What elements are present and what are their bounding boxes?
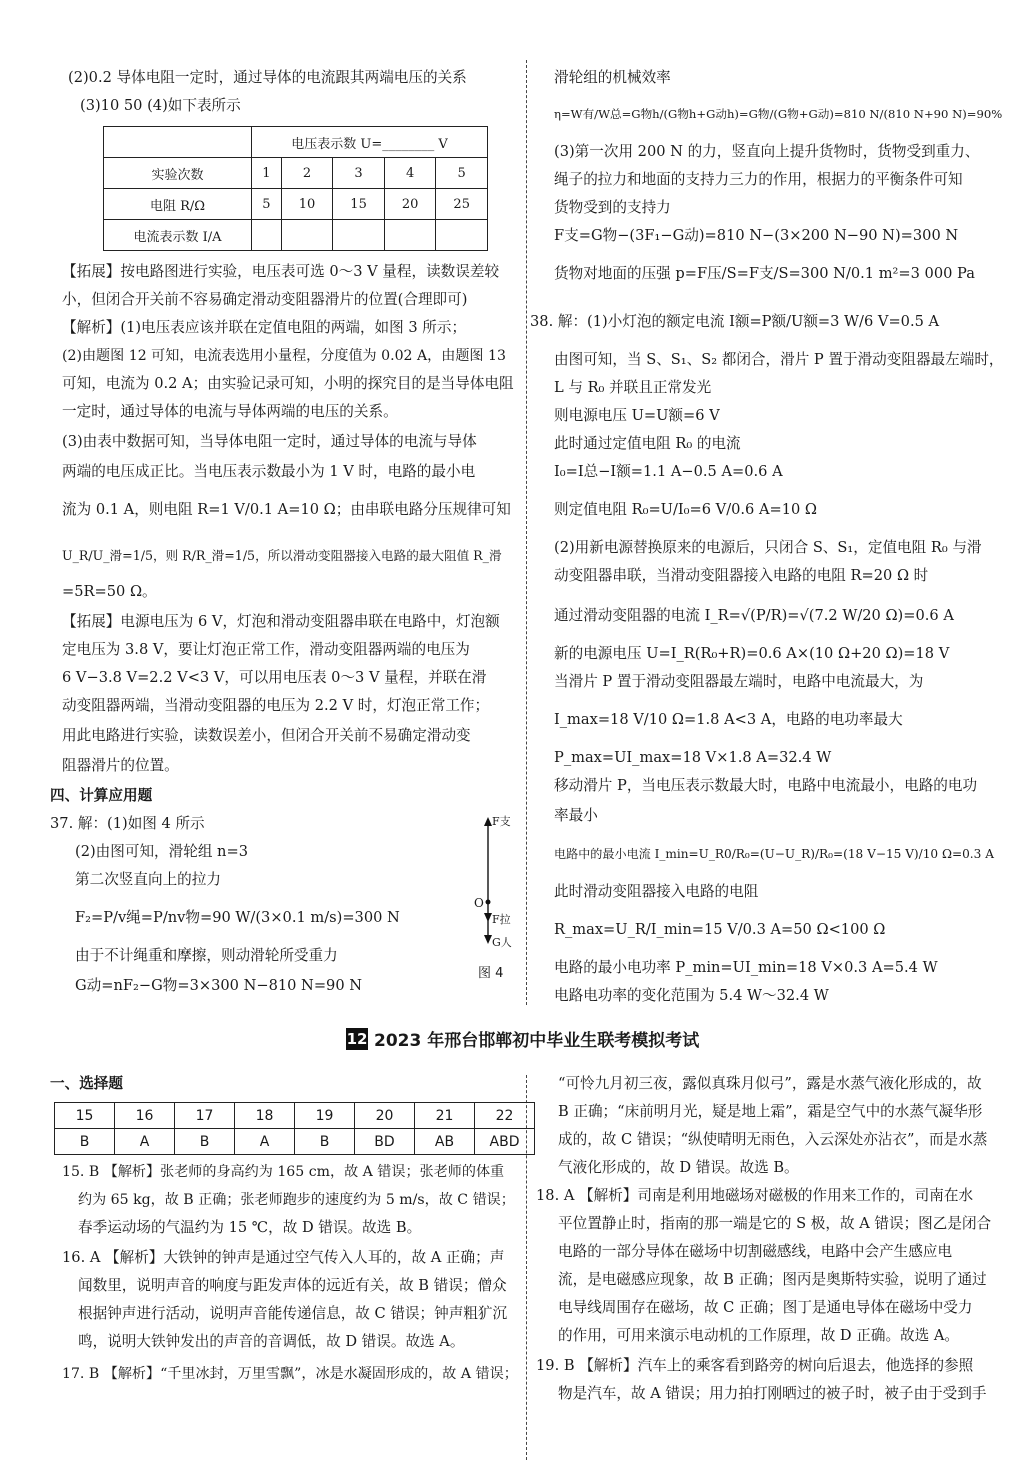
- table-cell: [436, 220, 488, 251]
- question-number: 22: [475, 1103, 535, 1129]
- table-caption: 电压表示数 U=________ V: [252, 127, 488, 158]
- section-title: [346, 1026, 699, 1051]
- gravity-arrow: [484, 935, 492, 944]
- formula-line: R_max=U_R/I_min=15 V/0.3 A=50 Ω<100 Ω: [554, 921, 886, 938]
- formula-line: I₀=I总−I额=1.1 A−0.5 A=0.6 A: [554, 463, 783, 480]
- text-line: 货物受到的支持力: [554, 199, 671, 216]
- table-cell: [281, 220, 333, 251]
- text-line: L 与 R₀ 并联且正常发光: [554, 379, 712, 396]
- section-heading: 四、计算应用题: [50, 787, 153, 804]
- text-line: 根据钟声进行活动，说明声音能传递信息，故 C 错误；钟声粗犷沉: [78, 1305, 508, 1322]
- question-number: 15: [55, 1103, 115, 1129]
- section-number-badge: 12: [346, 1029, 368, 1048]
- question-number: 16: [115, 1103, 175, 1129]
- text-line: 由于不计绳重和摩擦，则动滑轮所受重力: [75, 947, 338, 964]
- text-line: (2)0.2 导体电阻一定时，通过导体的电流跟其两端电压的关系: [68, 69, 467, 86]
- support-force-arrow: [484, 817, 492, 826]
- label-o: O: [474, 896, 484, 910]
- question-number: 17: [175, 1103, 235, 1129]
- text-line: 电路的一部分导体在磁场中切割磁感线，电路中会产生感应电: [558, 1243, 953, 1260]
- text-line: 此时滑动变阻器接入电路的电阻: [554, 883, 759, 900]
- table-cell: 2: [281, 158, 333, 189]
- text-line: 定电压为 3.8 V，要让灯泡正常工作，滑动变阻器两端的电压为: [62, 641, 470, 658]
- formula-line: F支=G物−(3F₁−G动)=810 N−(3×200 N−90 N)=300 N: [554, 227, 959, 244]
- answer-cell: B: [295, 1129, 355, 1155]
- text-line: 16. A 【解析】大铁钟的钟声是通过空气传入人耳的，故 A 正确；声: [62, 1249, 505, 1266]
- label-f-support: F支: [492, 815, 511, 828]
- formula-line: 货物对地面的压强 p=F压/S=F支/S=300 N/0.1 m²=3 000 Pa: [554, 265, 975, 282]
- table-cell: 5: [436, 158, 488, 189]
- text-line: 流，是电磁感应现象，故 B 正确；图丙是奥斯特实验，说明了通过: [558, 1271, 987, 1288]
- text-line: 由图可知，当 S、S₁、S₂ 都闭合，滑片 P 置于滑动变阻器最左端时，: [554, 351, 1004, 368]
- text-line: 两端的电压成正比。当电压表示数最小为 1 V 时，电路的最小电: [62, 463, 476, 480]
- text-line: (2)用新电源替换原来的电源后，只闭合 S、S₁，定值电阻 R₀ 与滑: [554, 539, 982, 556]
- text-line: 可知，电流为 0.2 A；由实验记录可知，小明的探究目的是当导体电阻: [62, 375, 514, 392]
- table-cell: 10: [281, 189, 333, 220]
- text-line: (3)第一次用 200 N 的力，竖直向上提升货物时，货物受到重力、: [554, 143, 980, 160]
- text-line: 约为 65 kg，故 B 正确；张老师跑步的速度约为 5 m/s，故 C 错误；: [78, 1192, 515, 1208]
- text-line: (3)由表中数据可知，当导体电阻一定时，通过导体的电流与导体: [62, 433, 477, 450]
- formula-line: 新的电源电压 U=I_R(R₀+R)=0.6 A×(10 Ω+20 Ω)=18 V: [554, 645, 950, 662]
- table-corner: [104, 127, 252, 158]
- text-line: 阻器滑片的位置。: [62, 757, 179, 774]
- column-divider: [526, 60, 527, 1005]
- formula-line: 通过滑动变阻器的电流 I_R=√(P/R)=√(7.2 W/20 Ω)=0.6 A: [554, 607, 954, 624]
- formula-line: 电路中的最小电流 I_min=U_R0/R₀=(U−U_R)/R₀=(18 V−15 V)/10 Ω=0.3 A: [554, 847, 994, 861]
- text-line: 【拓展】电源电压为 6 V，灯泡和滑动变阻器串联在电路中，灯泡额: [62, 613, 500, 630]
- table-cell: [333, 220, 385, 251]
- label-g: G人: [492, 936, 512, 949]
- question-number: 21: [415, 1103, 475, 1129]
- text-line: 的作用，可用来演示电动机的工作原理，故 D 正确。故选 A。: [558, 1327, 960, 1344]
- table-cell: 5: [252, 189, 282, 220]
- row-label-resistance: 电阻 R/Ω: [104, 189, 252, 220]
- text-line: 春季运动场的气温约为 15 ℃，故 D 错误。故选 B。: [78, 1219, 422, 1236]
- formula-line: 则定值电阻 R₀=U/I₀=6 V/0.6 A=10 Ω: [554, 501, 818, 518]
- text-line: 气液化形成的，故 D 错误。故选 B。: [558, 1159, 799, 1176]
- force-diagram: [470, 812, 520, 952]
- answer-cell: A: [235, 1129, 295, 1155]
- row-label-trials: 实验次数: [104, 158, 252, 189]
- answer-key-table: [54, 1102, 535, 1155]
- text-line: G动=nF₂−G物=3×300 N−810 N=90 N: [75, 977, 363, 994]
- text-line: F₂=P/v绳=P/nv物=90 W/(3×0.1 m/s)=300 N: [75, 909, 400, 926]
- text-line: 小，但闭合开关前不容易确定滑动变阻器滑片的位置(合理即可): [62, 291, 468, 308]
- text-line: 6 V−3.8 V=2.2 V<3 V，可以用电压表 0～3 V 量程，并联在滑: [62, 669, 487, 686]
- text-line: 则电源电压 U=U额=6 V: [554, 407, 720, 424]
- text-line: 37. 解：(1)如图 4 所示: [50, 815, 205, 832]
- answer-cell: BD: [355, 1129, 415, 1155]
- formula-line: I_max=18 V/10 Ω=1.8 A<3 A，电路的电功率最大: [554, 711, 903, 728]
- table-cell: 4: [384, 158, 436, 189]
- answer-cell: B: [175, 1129, 235, 1155]
- table-cell: 3: [333, 158, 385, 189]
- text-line: U_R/U_滑=1/5，则 R/R_滑=1/5，所以滑动变阻器接入电路的最大阻值 R_滑: [62, 548, 502, 563]
- text-line: 物是汽车，故 A 错误；用力拍打刚晒过的被子时，被子由于受到手: [558, 1385, 987, 1402]
- text-line: 滑轮组的机械效率: [554, 69, 671, 86]
- text-line: “可怜九月初三夜，露似真珠月似弓”，露是水蒸气液化形成的，故: [558, 1075, 982, 1092]
- text-line: =5R=50 Ω。: [62, 583, 157, 600]
- point-o: [486, 900, 491, 905]
- question-number: 20: [355, 1103, 415, 1129]
- text-line: 成的，故 C 错误；“纵使晴明无雨色，入云深处亦沾衣”，而是水蒸: [558, 1131, 988, 1148]
- text-line: 17. B 【解析】“千里冰封，万里雪飘”，冰是水凝固形成的，故 A 错误；: [62, 1366, 518, 1382]
- text-line: 率最小: [554, 807, 598, 824]
- text-line: 38. 解：(1)小灯泡的额定电流 I额=P额/U额=3 W/6 V=0.5 A: [530, 313, 940, 330]
- text-line: 动变阻器两端，当滑动变阻器的电压为 2.2 V 时，灯泡正常工作；: [62, 697, 490, 714]
- text-line: 第二次竖直向上的拉力: [75, 871, 221, 888]
- answer-cell: A: [115, 1129, 175, 1155]
- label-f-pull: F拉: [492, 913, 511, 926]
- text-line: 移动滑片 P，当电压表示数最大时，电路中电流最小，电路的电功: [554, 777, 978, 794]
- text-line: (3)10 50 (4)如下表所示: [80, 97, 241, 114]
- text-line: 用此电路进行实验，读数误差小，但闭合开关前不易确定滑动变: [62, 727, 471, 744]
- row-label-current: 电流表示数 I/A: [104, 220, 252, 251]
- text-line: 电导线周围存在磁场，故 C 正确；图丁是通电导体在磁场中受力: [558, 1299, 973, 1316]
- formula-line: 电路电功率的变化范围为 5.4 W～32.4 W: [554, 987, 829, 1004]
- table-cell: 25: [436, 189, 488, 220]
- formula-line: P_max=UI_max=18 V×1.8 A=32.4 W: [554, 749, 832, 766]
- table-cell: 1: [252, 158, 282, 189]
- figure-caption: 图 4: [478, 966, 504, 981]
- answer-cell: B: [55, 1129, 115, 1155]
- text-line: (2)由图可知，滑轮组 n=3: [75, 843, 248, 860]
- text-line: 平位置静止时，指南的那一端是它的 S 极，故 A 错误；图乙是闭合: [558, 1215, 992, 1232]
- text-line: 【解析】(1)电压表应该并联在定值电阻的两端，如图 3 所示；: [62, 319, 467, 336]
- exam-title: 2023 年邢台邯郸初中毕业生联考模拟考试: [374, 1031, 700, 1051]
- text-line: 当滑片 P 置于滑动变阻器最左端时，电路中电流最大，为: [554, 673, 924, 690]
- text-line: 此时通过定值电阻 R₀ 的电流: [554, 435, 741, 452]
- text-line: 动变阻器串联，当滑动变阻器接入电路的电阻 R=20 Ω 时: [554, 567, 929, 584]
- answer-cell: AB: [415, 1129, 475, 1155]
- experiment-table: [103, 126, 488, 251]
- table-cell: [384, 220, 436, 251]
- table-cell: 15: [333, 189, 385, 220]
- pull-force-arrow: [484, 913, 492, 922]
- text-line: 鸣，说明大铁钟发出的声音的音调低，故 D 错误。故选 A。: [78, 1333, 465, 1350]
- table-cell: [252, 220, 282, 251]
- text-line: 一定时，通过导体的电流与导体两端的电压的关系。: [62, 403, 398, 420]
- formula-line: 电路的最小电功率 P_min=UI_min=18 V×0.3 A=5.4 W: [554, 959, 938, 976]
- text-line: 闻数里，说明声音的响度与距发声体的远近有关，故 B 错误；僧众: [78, 1277, 507, 1294]
- table-cell: 20: [384, 189, 436, 220]
- question-number: 19: [295, 1103, 355, 1129]
- section-heading: 一、选择题: [50, 1075, 123, 1092]
- text-line: 18. A 【解析】司南是利用地磁场对磁极的作用来工作的，司南在水: [536, 1187, 974, 1204]
- answer-cell: ABD: [475, 1129, 535, 1155]
- formula-line: η=W有/W总=G物h/(G物h+G动h)=G物/(G物+G动)=810 N/(810 N+90 N)=90%: [554, 107, 1003, 121]
- text-line: 15. B 【解析】张老师的身高约为 165 cm，故 A 错误；张老师的体重: [62, 1164, 505, 1180]
- text-line: 流为 0.1 A，则电阻 R=1 V/0.1 A=10 Ω；由串联电路分压规律可知: [62, 501, 511, 518]
- text-line: 【拓展】按电路图进行实验，电压表可选 0～3 V 量程，读数误差较: [62, 263, 500, 280]
- question-number: 18: [235, 1103, 295, 1129]
- text-line: 绳子的拉力和地面的支持力三力的作用，根据力的平衡条件可知: [554, 171, 963, 188]
- text-line: B 正确；“床前明月光，疑是地上霜”，霜是空气中的水蒸气凝华形: [558, 1103, 983, 1120]
- text-line: (2)由题图 12 可知，电流表选用小量程，分度值为 0.02 A，由题图 13: [62, 348, 506, 364]
- text-line: 19. B 【解析】汽车上的乘客看到路旁的树向后退去，他选择的参照: [536, 1357, 974, 1374]
